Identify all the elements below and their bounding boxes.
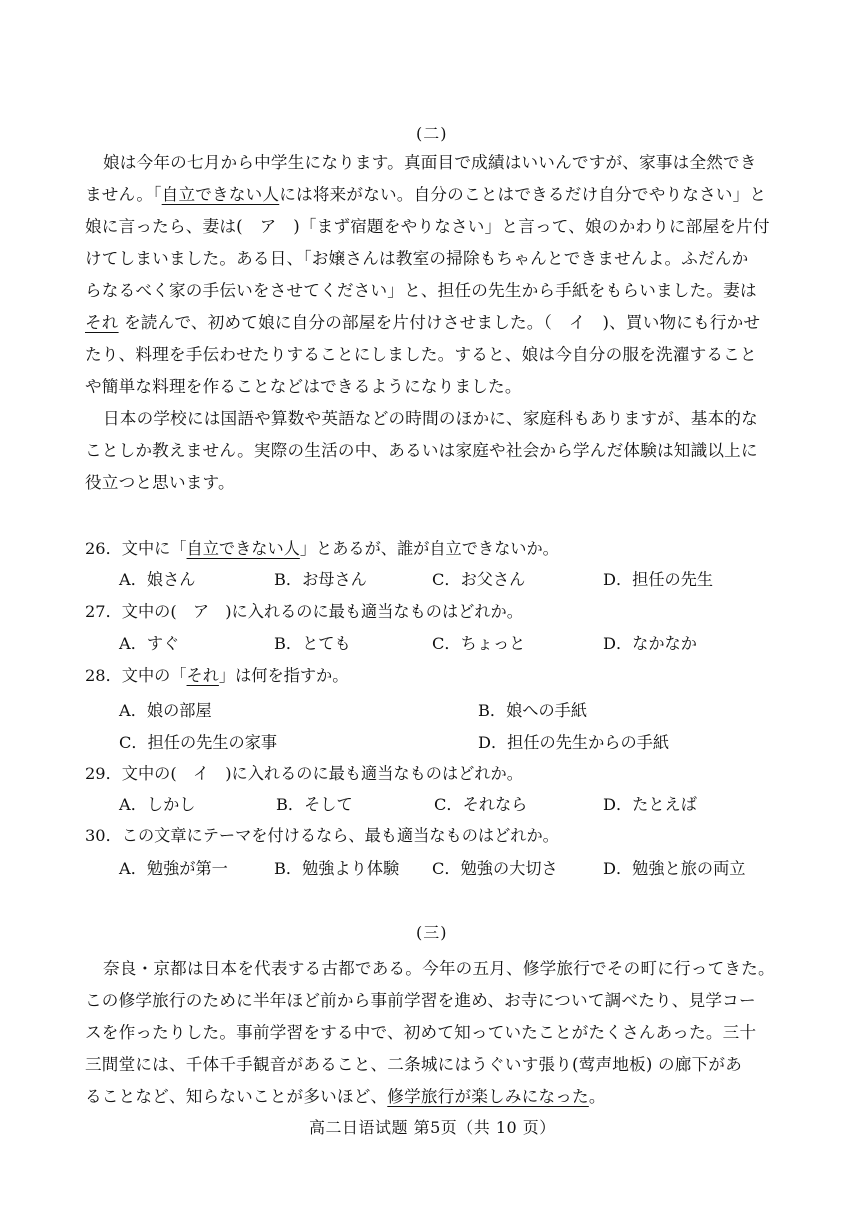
- underlined-word: それ: [85, 313, 119, 332]
- passage-line: ことしか教えません。実際の生活の中、あるいは家庭や社会から学んだ体験は知識以上に: [85, 441, 758, 460]
- question-27: 27．文中の( ア )に入れるのに最も適当なものはどれか。: [85, 602, 523, 621]
- passage-line: たり、料理を手伝わせたりすることにしました。すると、娘は今自分の服を洗濯すること: [85, 345, 757, 364]
- question-28: [85, 662, 348, 686]
- option-d[interactable]: D．担任の先生からの手紙: [478, 733, 670, 752]
- passage-line: [85, 309, 760, 333]
- option-a[interactable]: A．しかし: [119, 795, 196, 814]
- option-a[interactable]: A．娘さん: [119, 570, 196, 589]
- question-30: 30．この文章にテーマを付けるなら、最も適当なものはどれか。: [85, 826, 559, 845]
- passage-line: や簡単な料理を作ることなどはできるようになりました。: [85, 377, 522, 396]
- underlined-word: それ: [186, 666, 219, 685]
- text-span: 。: [588, 1087, 606, 1106]
- option-c[interactable]: C．ちょっと: [432, 634, 526, 653]
- question-26: [85, 535, 559, 559]
- option-c[interactable]: C．お父さん: [432, 570, 526, 589]
- question-text: 」は何を指すか。: [218, 666, 349, 685]
- option-d[interactable]: D．たとえば: [603, 795, 697, 814]
- section-title-3: (三): [416, 923, 448, 942]
- question-29: 29．文中の( イ )に入れるのに最も適当なものはどれか。: [85, 764, 523, 783]
- text-span: ません。「: [85, 185, 162, 204]
- passage-line: 娘に言ったら、妻は( ア )「まず宿題をやりなさい」と言って、娘のかわりに部屋を片付: [85, 217, 770, 236]
- underlined-phrase: 自立できない人: [186, 539, 300, 558]
- passage-line: [85, 1083, 606, 1107]
- text-span: ることなど、知らないことが多いほど、: [85, 1087, 388, 1106]
- option-c[interactable]: C．それなら: [434, 795, 528, 814]
- passage-line: 奈良・京都は日本を代表する古都である。今年の五月、修学旅行でその町に行ってきた。: [103, 959, 775, 978]
- page-footer: 高二日语试题 第5页（共 10 页）: [309, 1118, 556, 1137]
- option-b[interactable]: B．娘への手紙: [478, 701, 588, 720]
- text-span: には将来がない。自分のことはできるだけ自分でやりなさい」と: [279, 185, 767, 204]
- passage-line: この修学旅行のために半年ほど前から事前学習を進め、お寺について調べたり、見学コー: [85, 991, 756, 1010]
- passage-line: 娘は今年の七月から中学生になります。真面目で成績はいいんですが、家事は全然でき: [103, 153, 757, 172]
- option-c[interactable]: C．担任の先生の家事: [119, 733, 278, 752]
- underlined-phrase: 自立できない人: [161, 185, 280, 204]
- section-title-2: (二): [416, 124, 448, 143]
- option-b[interactable]: B．勉強より体験: [274, 859, 400, 878]
- option-a[interactable]: A．勉強が第一: [119, 859, 228, 878]
- question-text: 」とあるが、誰が自立できないか。: [299, 539, 559, 558]
- option-b[interactable]: B．とても: [274, 634, 351, 653]
- passage-line: けてしまいました。ある日、「お嬢さんは教室の掃除もちゃんとできませんよ。ふだんか: [85, 249, 749, 268]
- underlined-phrase: 修学旅行が楽しみになった: [387, 1087, 589, 1106]
- passage-line: 役立つと思います。: [85, 473, 235, 492]
- passage-line: 日本の学校には国語や算数や英語などの時間のほかに、家庭科もありますが、基本的な: [103, 409, 758, 428]
- passage-line: [85, 181, 766, 205]
- passage-line: らなるべく家の手伝いをさせてください」と、担任の先生から手紙をもらいました。妻は: [85, 281, 757, 300]
- option-c[interactable]: C．勉強の大切さ: [432, 859, 558, 878]
- passage-line: スを作ったりした。事前学習をする中で、初めて知っていたことがたくさんあった。三十: [85, 1023, 757, 1042]
- option-d[interactable]: D．勉強と旅の両立: [603, 859, 746, 878]
- option-b[interactable]: B．そして: [276, 795, 353, 814]
- option-a[interactable]: A．娘の部屋: [119, 701, 212, 720]
- option-b[interactable]: B．お母さん: [274, 570, 367, 589]
- text-span: を読んで、初めて娘に自分の部屋を片付けさせました。（ イ )、買い物にも行かせ: [118, 313, 761, 332]
- option-d[interactable]: D．なかなか: [603, 634, 697, 653]
- question-text: 26．文中に「: [85, 539, 187, 558]
- option-a[interactable]: A．すぐ: [119, 634, 180, 653]
- question-text: 28．文中の「: [85, 666, 187, 685]
- option-d[interactable]: D．担任の先生: [603, 570, 714, 589]
- passage-line: 三間堂には、千体千手観音があること、二条城にはうぐいす張り(莺声地板) の廊下があ: [85, 1055, 742, 1074]
